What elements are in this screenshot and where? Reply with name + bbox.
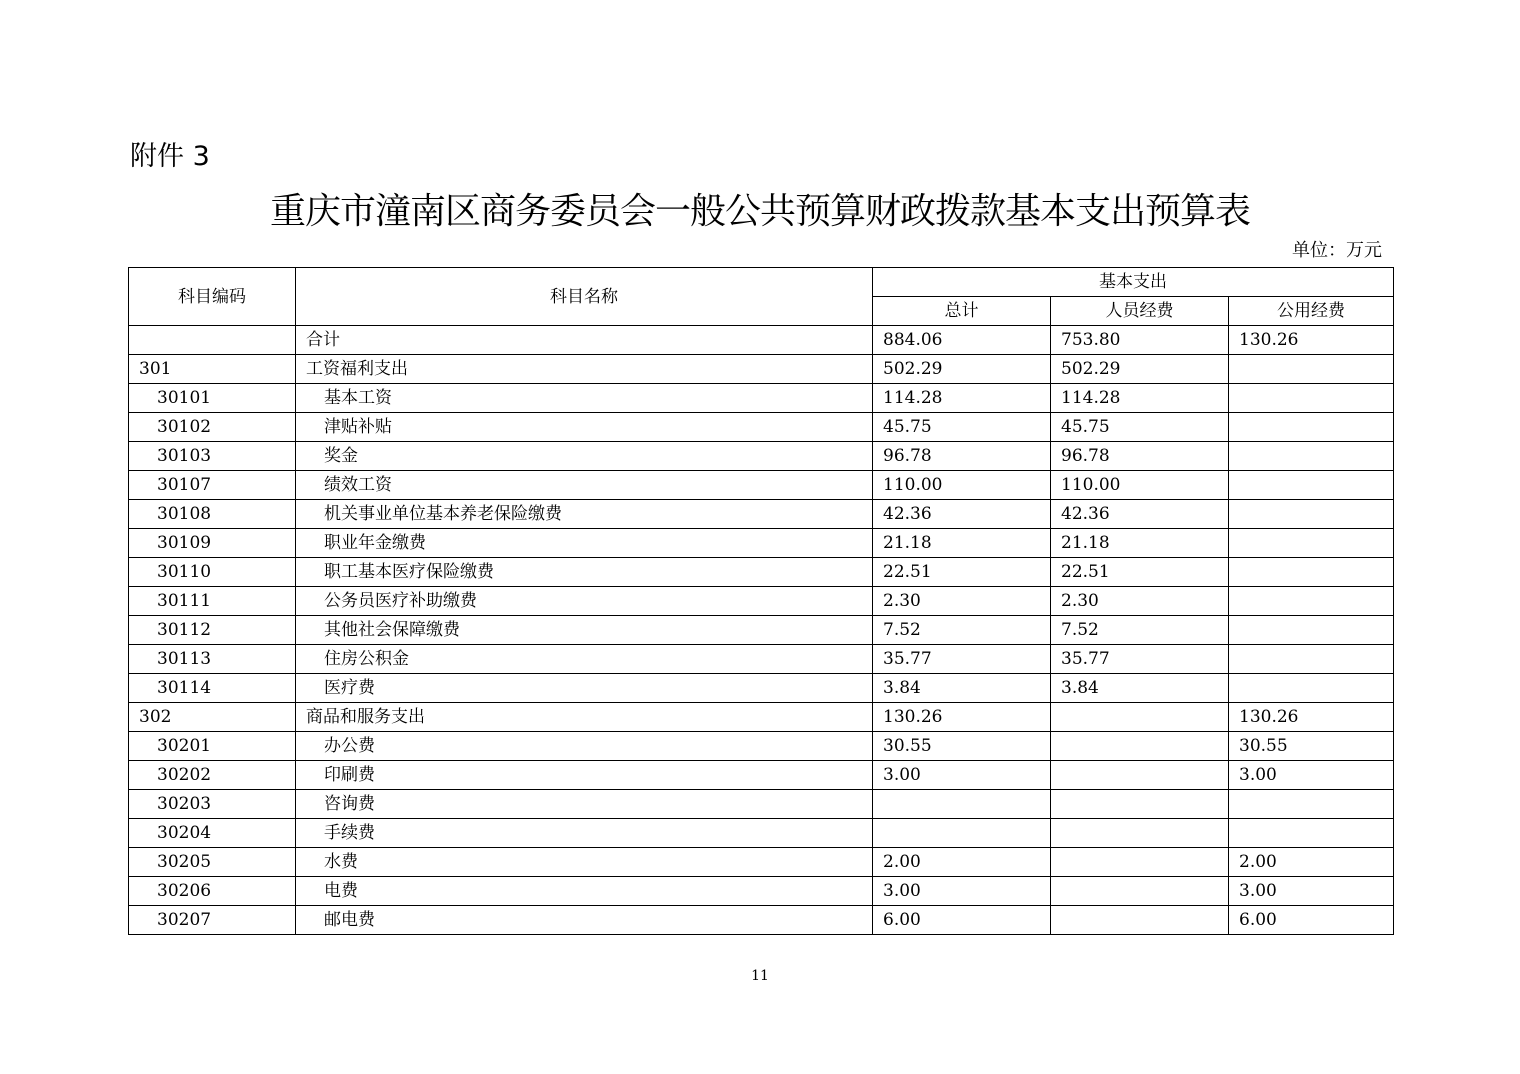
cell-public: 3.00 bbox=[1229, 761, 1394, 790]
cell-total: 3.84 bbox=[873, 674, 1051, 703]
table-row bbox=[129, 761, 1394, 790]
cell-name: 水费 bbox=[296, 848, 873, 877]
cell-code: 30107 bbox=[129, 471, 296, 500]
cell-personnel: 35.77 bbox=[1051, 645, 1229, 674]
table-row bbox=[129, 877, 1394, 906]
cell-public bbox=[1229, 355, 1394, 384]
page-number: 11 bbox=[751, 968, 769, 984]
cell-personnel bbox=[1051, 703, 1229, 732]
cell-public bbox=[1229, 587, 1394, 616]
cell-total: 42.36 bbox=[873, 500, 1051, 529]
cell-total: 884.06 bbox=[873, 326, 1051, 355]
table-row bbox=[129, 790, 1394, 819]
cell-personnel bbox=[1051, 848, 1229, 877]
table-row bbox=[129, 471, 1394, 500]
cell-total: 2.30 bbox=[873, 587, 1051, 616]
cell-personnel bbox=[1051, 790, 1229, 819]
cell-total: 502.29 bbox=[873, 355, 1051, 384]
table-row bbox=[129, 587, 1394, 616]
cell-personnel bbox=[1051, 819, 1229, 848]
cell-name: 津贴补贴 bbox=[296, 413, 873, 442]
table-row bbox=[129, 906, 1394, 935]
cell-personnel: 22.51 bbox=[1051, 558, 1229, 587]
header-name: 科目名称 bbox=[296, 268, 873, 326]
table-row bbox=[129, 848, 1394, 877]
cell-public bbox=[1229, 558, 1394, 587]
header-code: 科目编码 bbox=[129, 268, 296, 326]
header-basic-expenditure: 基本支出 bbox=[873, 268, 1394, 297]
cell-total: 30.55 bbox=[873, 732, 1051, 761]
cell-name: 手续费 bbox=[296, 819, 873, 848]
cell-personnel bbox=[1051, 761, 1229, 790]
cell-name: 工资福利支出 bbox=[296, 355, 873, 384]
cell-public bbox=[1229, 384, 1394, 413]
cell-name: 基本工资 bbox=[296, 384, 873, 413]
table-row bbox=[129, 703, 1394, 732]
cell-total: 110.00 bbox=[873, 471, 1051, 500]
cell-personnel: 42.36 bbox=[1051, 500, 1229, 529]
cell-name: 办公费 bbox=[296, 732, 873, 761]
cell-name: 住房公积金 bbox=[296, 645, 873, 674]
cell-public bbox=[1229, 500, 1394, 529]
cell-code: 30206 bbox=[129, 877, 296, 906]
cell-public bbox=[1229, 819, 1394, 848]
cell-code: 30113 bbox=[129, 645, 296, 674]
cell-code: 30108 bbox=[129, 500, 296, 529]
cell-public: 6.00 bbox=[1229, 906, 1394, 935]
budget-table bbox=[128, 267, 1394, 935]
table-row bbox=[129, 413, 1394, 442]
cell-public bbox=[1229, 790, 1394, 819]
cell-name: 商品和服务支出 bbox=[296, 703, 873, 732]
cell-total: 7.52 bbox=[873, 616, 1051, 645]
cell-personnel: 110.00 bbox=[1051, 471, 1229, 500]
table-row bbox=[129, 326, 1394, 355]
cell-personnel: 753.80 bbox=[1051, 326, 1229, 355]
cell-code: 30203 bbox=[129, 790, 296, 819]
cell-public bbox=[1229, 471, 1394, 500]
cell-public bbox=[1229, 645, 1394, 674]
cell-public: 30.55 bbox=[1229, 732, 1394, 761]
cell-total: 114.28 bbox=[873, 384, 1051, 413]
cell-personnel: 21.18 bbox=[1051, 529, 1229, 558]
header-personnel: 人员经费 bbox=[1051, 297, 1229, 326]
cell-code: 30201 bbox=[129, 732, 296, 761]
cell-name: 公务员医疗补助缴费 bbox=[296, 587, 873, 616]
cell-public: 130.26 bbox=[1229, 703, 1394, 732]
cell-personnel bbox=[1051, 732, 1229, 761]
cell-code bbox=[129, 326, 296, 355]
cell-public: 2.00 bbox=[1229, 848, 1394, 877]
cell-name: 邮电费 bbox=[296, 906, 873, 935]
cell-total: 35.77 bbox=[873, 645, 1051, 674]
table-row bbox=[129, 384, 1394, 413]
cell-personnel: 502.29 bbox=[1051, 355, 1229, 384]
attachment-label: 附件 3 bbox=[130, 141, 210, 172]
cell-total: 3.00 bbox=[873, 877, 1051, 906]
cell-code: 30101 bbox=[129, 384, 296, 413]
cell-personnel: 96.78 bbox=[1051, 442, 1229, 471]
cell-total: 21.18 bbox=[873, 529, 1051, 558]
cell-personnel: 114.28 bbox=[1051, 384, 1229, 413]
cell-code: 30112 bbox=[129, 616, 296, 645]
table-row bbox=[129, 819, 1394, 848]
cell-code: 301 bbox=[129, 355, 296, 384]
cell-name: 职工基本医疗保险缴费 bbox=[296, 558, 873, 587]
cell-public: 130.26 bbox=[1229, 326, 1394, 355]
table-row bbox=[129, 529, 1394, 558]
cell-personnel: 45.75 bbox=[1051, 413, 1229, 442]
cell-name: 绩效工资 bbox=[296, 471, 873, 500]
cell-name: 电费 bbox=[296, 877, 873, 906]
document-title: 重庆市潼南区商务委员会一般公共预算财政拨款基本支出预算表 bbox=[269, 191, 1250, 232]
cell-public bbox=[1229, 413, 1394, 442]
cell-total: 3.00 bbox=[873, 761, 1051, 790]
table-row bbox=[129, 616, 1394, 645]
cell-code: 30102 bbox=[129, 413, 296, 442]
cell-name: 医疗费 bbox=[296, 674, 873, 703]
cell-personnel: 7.52 bbox=[1051, 616, 1229, 645]
cell-code: 30202 bbox=[129, 761, 296, 790]
cell-name: 机关事业单位基本养老保险缴费 bbox=[296, 500, 873, 529]
cell-code: 30207 bbox=[129, 906, 296, 935]
header-public: 公用经费 bbox=[1229, 297, 1394, 326]
cell-code: 302 bbox=[129, 703, 296, 732]
cell-name: 印刷费 bbox=[296, 761, 873, 790]
cell-code: 30111 bbox=[129, 587, 296, 616]
cell-public bbox=[1229, 529, 1394, 558]
table-row bbox=[129, 558, 1394, 587]
table-row bbox=[129, 442, 1394, 471]
cell-total bbox=[873, 819, 1051, 848]
cell-personnel: 2.30 bbox=[1051, 587, 1229, 616]
cell-total: 2.00 bbox=[873, 848, 1051, 877]
cell-personnel bbox=[1051, 906, 1229, 935]
cell-total: 22.51 bbox=[873, 558, 1051, 587]
cell-total: 45.75 bbox=[873, 413, 1051, 442]
cell-total: 96.78 bbox=[873, 442, 1051, 471]
cell-name: 奖金 bbox=[296, 442, 873, 471]
cell-code: 30114 bbox=[129, 674, 296, 703]
cell-public bbox=[1229, 616, 1394, 645]
cell-code: 30110 bbox=[129, 558, 296, 587]
cell-personnel bbox=[1051, 877, 1229, 906]
table-row bbox=[129, 732, 1394, 761]
header-row-1 bbox=[129, 268, 1394, 297]
cell-personnel: 3.84 bbox=[1051, 674, 1229, 703]
table-row bbox=[129, 500, 1394, 529]
cell-total bbox=[873, 790, 1051, 819]
table-row bbox=[129, 674, 1394, 703]
cell-code: 30204 bbox=[129, 819, 296, 848]
cell-total: 130.26 bbox=[873, 703, 1051, 732]
header-total: 总计 bbox=[873, 297, 1051, 326]
cell-public: 3.00 bbox=[1229, 877, 1394, 906]
table-row bbox=[129, 645, 1394, 674]
cell-code: 30103 bbox=[129, 442, 296, 471]
cell-name: 职业年金缴费 bbox=[296, 529, 873, 558]
table-row bbox=[129, 355, 1394, 384]
cell-code: 30109 bbox=[129, 529, 296, 558]
cell-public bbox=[1229, 674, 1394, 703]
cell-name: 合计 bbox=[296, 326, 873, 355]
cell-public bbox=[1229, 442, 1394, 471]
cell-total: 6.00 bbox=[873, 906, 1051, 935]
cell-name: 咨询费 bbox=[296, 790, 873, 819]
cell-code: 30205 bbox=[129, 848, 296, 877]
cell-name: 其他社会保障缴费 bbox=[296, 616, 873, 645]
unit-label: 单位：万元 bbox=[1292, 240, 1382, 261]
